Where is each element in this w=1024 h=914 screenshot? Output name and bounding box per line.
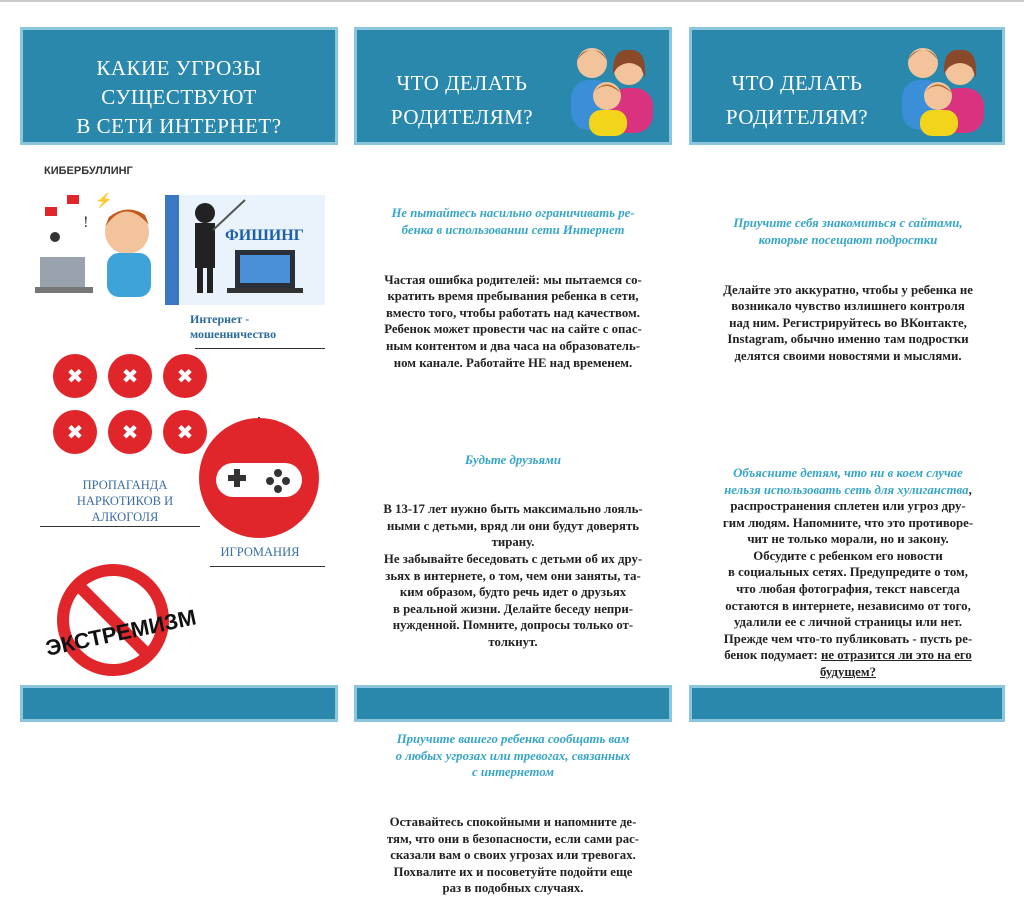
panel2-content: [358, 172, 668, 914]
panel2-header: [354, 27, 672, 145]
section-body: , распространения сплетен или угроз дру- гим людям. Напомните, что это противоре- чит не только морали, но и закону. Обсудите с ребенком его новости в социальных сетях. Предупредите о том, что любая фотография, текст навсегда остаются в интернете, независимо от того, удалили ее с личной страницы или нет. Прежде чем что-то публиковать - пусть ре- бенок подумает:: [722, 482, 974, 663]
section-heading: Приучите себя знакомиться с сайтами, которые посещают подростки: [733, 216, 963, 247]
no-drugs-icon: ✖: [108, 354, 152, 398]
panel2-footer: [354, 685, 672, 722]
divider: [195, 348, 325, 349]
propaganda-label: ПРОПАГАНДА НАРКОТИКОВ И АЛКОГОЛЯ: [76, 478, 174, 524]
section-heading: Приучите вашего ребенка сообщать вам о любых угрозах или тревогах, связанных с интернетом: [395, 732, 631, 780]
panel1-footer: [20, 685, 338, 722]
gamepad-icon: [198, 417, 320, 539]
panel1-header: [20, 27, 338, 145]
no-smoking-icon: ✖: [163, 410, 207, 454]
svg-text:!: !: [83, 215, 89, 231]
fraud-label: Интернет - мошенничество: [190, 312, 277, 341]
no-alcohol-icon: ✖: [53, 410, 97, 454]
gaming-label: ИГРОМАНИЯ: [220, 545, 300, 559]
section-body: Оставайтесь спокойными и напомните де- тям, что они в безопасности, если сами рас- сказали вам о своих угрозах или тревогах. Похвалите их и посоветуйте подойти еще раз в подобных случаях.: [386, 814, 640, 896]
family-icon: [888, 38, 998, 138]
extremism-label: ЭКСТРЕМИЗМ: [43, 604, 199, 661]
panel3-content: [693, 182, 1003, 697]
family-icon: [557, 38, 667, 138]
extremism-prohibited-icon: [40, 562, 220, 677]
phishing-label: ФИШИНГ: [225, 227, 304, 244]
divider: [210, 566, 325, 567]
no-alcohol-icon: ✖: [108, 410, 152, 454]
panel3-header: [689, 27, 1005, 145]
cyberbullying-label: КИБЕРБУЛЛИНГ: [44, 165, 133, 177]
section-body: Делайте это аккуратно, чтобы у ребенка не возникало чувство излишнего контроля над ним. Регистрируйтесь во ВКонтакте, Instagram, обычно именно там подростки делятся своими новостями и мыслями.: [723, 282, 973, 363]
no-drugs-icon: ✖: [53, 354, 97, 398]
section-body: Частая ошибка родителей: мы пытаемся со- кратить время пребывания ребенка в сети, вместо того, чтобы работать над качеством. Ребенок может провести час на сайте с опас- ным контентом и два часа на образователь- ном канале. Работайте НЕ над временем.: [384, 272, 642, 370]
section-body: В 13-17 лет нужно быть максимально лояль- ными с детьми, вряд ли они будут доверять тирану. Не забывайте беседовать с детьми об их дру- зьях в интернете, о том, чем они заняты, та- ким образом, будто речь идет о друзьях в реальной жизни. Делайте беседу непри- нужденной. Помните, допросы только от- толкнут.: [383, 502, 643, 650]
phishing-illustration: [165, 195, 325, 305]
cyberbullying-illustration: [35, 187, 165, 302]
panel3-footer: [689, 685, 1005, 722]
panel1-title: КАКИЕ УГРОЗЫ СУЩЕСТВУЮТ В СЕТИ ИНТЕРНЕТ?: [76, 56, 282, 138]
svg-text:⚡: ⚡: [95, 193, 113, 209]
underlined-question: не отразится ли это на его будущем?: [820, 648, 972, 680]
section-heading: Не пытайтесь насильно ограничивать ре- бенка в использовании сети Интернет: [391, 206, 635, 237]
section-heading: Объясните детям, что ни в коем случае нельзя использовать сеть для хулиганства: [724, 465, 969, 497]
no-drugs-icon: ✖: [163, 354, 207, 398]
divider: [40, 526, 200, 527]
section-heading: Будьте друзьями: [465, 452, 561, 467]
panel3-title: ЧТО ДЕЛАТЬ РОДИТЕЛЯМ?: [725, 71, 869, 129]
panel2-title: ЧТО ДЕЛАТЬ РОДИТЕЛЯМ?: [390, 71, 534, 129]
